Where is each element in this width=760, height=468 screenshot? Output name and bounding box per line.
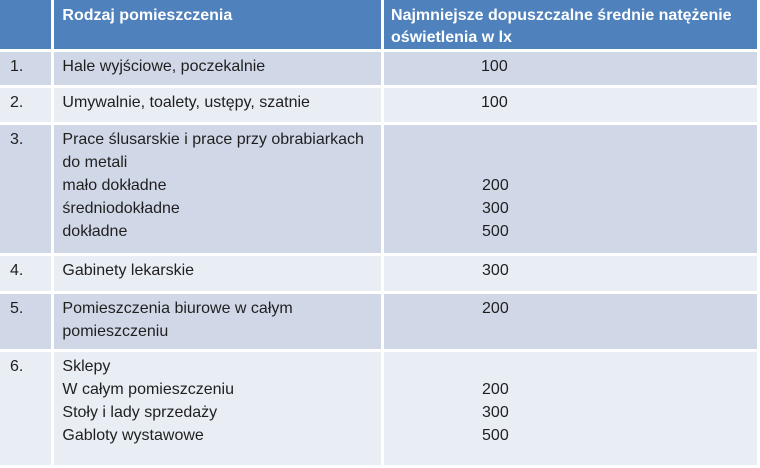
lux-values	[384, 256, 757, 291]
lux-value: 100	[481, 58, 508, 75]
lux-values	[384, 125, 757, 253]
table-row	[0, 352, 757, 465]
header-min-lux-line2: oświetlenia w lx	[391, 29, 512, 46]
room-type-line: mało dokładne	[62, 177, 167, 194]
room-type-line: Pomieszczenia biurowe w całym	[62, 300, 293, 317]
room-type	[54, 256, 381, 291]
lux-value: 300	[482, 262, 509, 279]
lux-value: 300	[482, 404, 509, 421]
lux-values	[384, 352, 757, 465]
room-type	[54, 88, 381, 122]
header-room-type-label: Rodzaj pomieszczenia	[62, 7, 233, 24]
table-row	[0, 125, 757, 253]
header-number-cell	[0, 0, 51, 49]
room-type-line: Sklepy	[62, 358, 111, 375]
lux-values	[384, 88, 757, 122]
lux-value: 500	[482, 427, 509, 444]
header-min-lux-line1: Najmniejsze dopuszczalne średnie natężenie	[391, 7, 732, 24]
room-type	[54, 125, 381, 253]
row-number: 1.	[0, 52, 51, 85]
room-type-line: Prace ślusarskie i prace przy obrabiarkach	[62, 131, 364, 148]
room-type	[54, 352, 381, 465]
room-type-line: pomieszczeniu	[62, 323, 169, 340]
lux-value: 100	[481, 94, 508, 111]
room-type-line: Stoły i lady sprzedaży	[62, 404, 218, 421]
row-number: 5.	[0, 294, 51, 349]
room-type	[54, 294, 381, 349]
room-type-line: dokładne	[62, 223, 128, 240]
header-min-lux	[384, 0, 757, 49]
header-row	[0, 0, 757, 49]
room-type-line: średniodokładne	[62, 200, 180, 217]
lux-value: 200	[482, 300, 509, 317]
table-row	[0, 88, 757, 122]
lux-values	[384, 294, 757, 349]
room-type-line: Gabloty wystawowe	[62, 427, 204, 444]
room-type-line: Hale wyjściowe, poczekalnie	[62, 58, 266, 75]
table-row	[0, 256, 757, 291]
room-type-line: Umywalnie, toalety, ustępy, szatnie	[62, 94, 310, 111]
row-number: 4.	[0, 256, 51, 291]
header-room-type	[54, 0, 381, 49]
room-type-line: W całym pomieszczeniu	[62, 381, 235, 398]
lux-value: 300	[482, 200, 509, 217]
lux-value	[384, 151, 757, 174]
lux-value	[384, 128, 757, 151]
lux-values	[384, 52, 757, 85]
table-row	[0, 52, 757, 85]
room-type	[54, 52, 381, 85]
room-type-line: do metali	[62, 154, 128, 171]
lux-value	[384, 355, 757, 378]
lux-value: 500	[482, 223, 509, 240]
lux-value: 200	[482, 177, 509, 194]
room-type-line: Gabinety lekarskie	[62, 262, 195, 279]
row-number: 3.	[0, 125, 51, 253]
table-row	[0, 294, 757, 349]
row-number: 6.	[0, 352, 51, 465]
row-number: 2.	[0, 88, 51, 122]
lux-value: 200	[482, 381, 509, 398]
